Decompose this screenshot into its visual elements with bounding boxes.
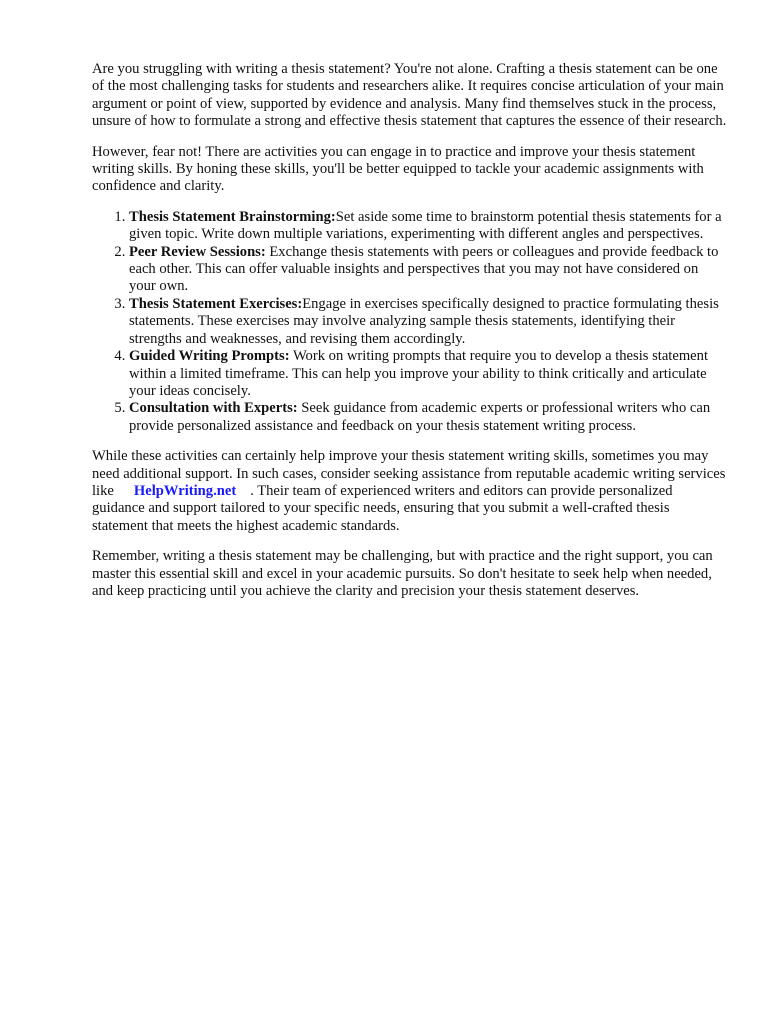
activities-list (92, 209, 728, 435)
activity-term: Consultation with Experts: (129, 400, 298, 417)
activity-description: Work on writing prompts that require you to develop a thesis statement within a limited timeframe. This can help you improve your ability to think critically and articulate your ideas concisely. (129, 348, 709, 399)
activity-term: Thesis Statement Exercises: (129, 295, 303, 312)
support-text-after: . Their team of experienced writers and editors can provide personalized guidance and support tailored to your specific needs, ensuring that you submit a well-crafted thesis statement that meets the highest academic standards. (92, 482, 673, 534)
closing-paragraph: Remember, writing a thesis statement may be challenging, but with practice and the right support, you can master this essential skill and excel in your academic pursuits. So don't hesitate to seek help when needed, and keep practicing until you achieve the clarity and precision your thesis statement deserves. (92, 548, 713, 599)
list-item (129, 348, 728, 400)
activity-term: Peer Review Sessions: (129, 243, 266, 260)
list-item (129, 209, 728, 244)
activity-term: Thesis Statement Brainstorming: (129, 208, 336, 225)
support-text-before: While these activities can certainly help improve your thesis statement writing skills, sometimes you may need additional support. In such cases, consider seeking assistance from reputable academic writing services like (92, 448, 726, 499)
activity-description: Seek guidance from academic experts or professional writers who can provide personalized assistance and feedback on your thesis statement writing process. (129, 400, 711, 434)
activity-description: Exchange thesis statements with peers or colleagues and provide feedback to each other. This can offer valuable insights and perspectives that you may not have considered on your own. (129, 243, 719, 295)
activity-description: Set aside some time to brainstorm potential thesis statements for a given topic. Write down multiple variations, experimenting with different angles and perspectives. (129, 208, 722, 243)
activity-description: Engage in exercises specifically designed to practice formulating thesis statements. These exercises may involve analyzing sample thesis statements, identifying their strengths and weaknesses, and revising them accordingly. (129, 295, 719, 347)
activity-term: Guided Writing Prompts: (129, 348, 290, 365)
list-item (129, 296, 728, 348)
support-paragraph (92, 448, 728, 535)
helpwriting-link[interactable]: HelpWriting.net (133, 482, 237, 499)
intro-paragraph: Are you struggling with writing a thesis statement? You're not alone. Crafting a thesis statement can be one of the most challenging tasks for students and researchers alike. It requires concise articulation of your main argument or point of view, supported by evidence and analysis. Many find themselves stuck in the process, unsure of how to formulate a strong and effective thesis statement that captures the essence of their research. (92, 61, 727, 130)
list-item (129, 400, 728, 435)
second-paragraph: However, fear not! There are activities you can engage in to practice and improve your thesis statement writing skills. By honing these skills, you'll be better equipped to tackle your academic assignments with confidence and clarity. (92, 143, 704, 195)
list-item (129, 244, 728, 296)
